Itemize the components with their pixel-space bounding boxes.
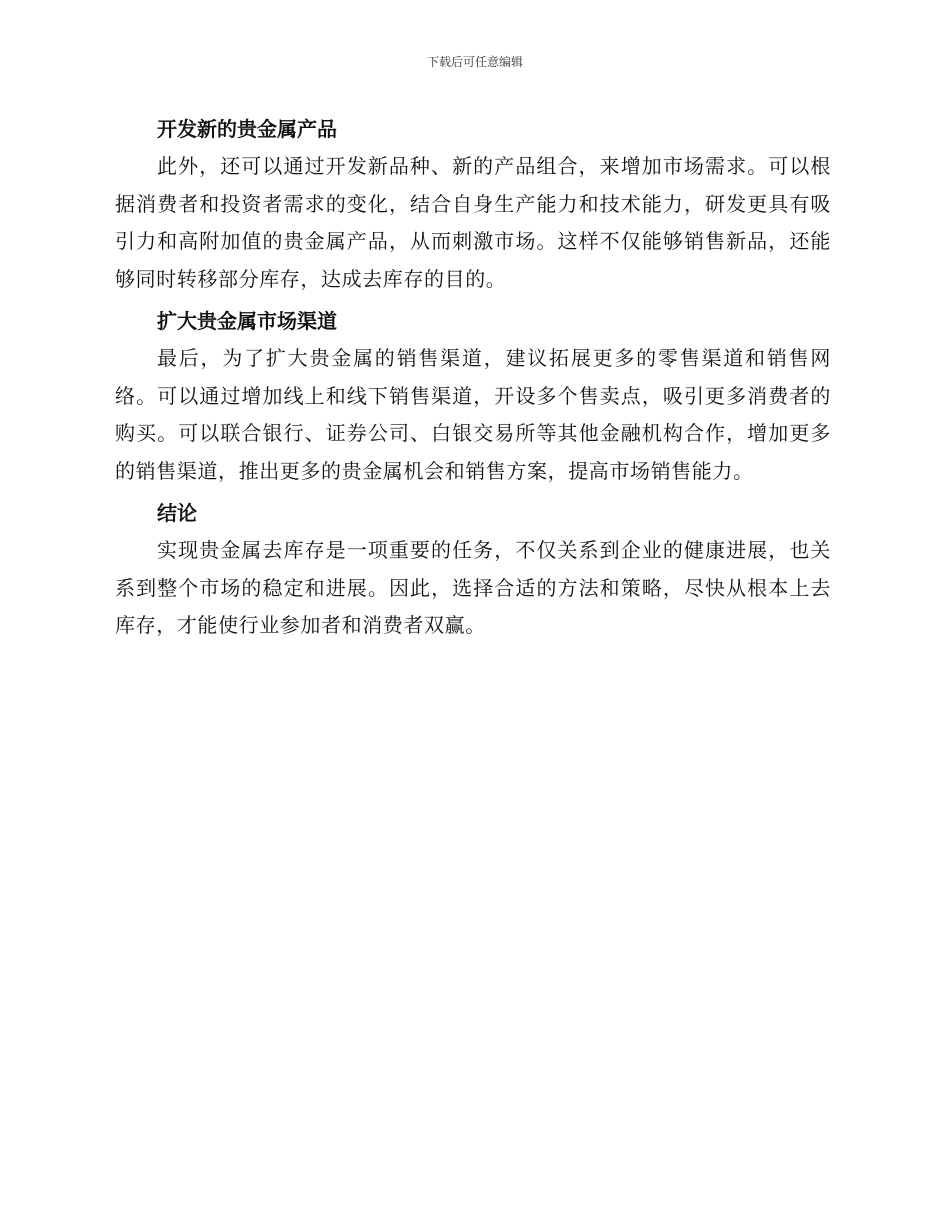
- document-body: [115, 110, 831, 649]
- section-new-products: [115, 110, 831, 298]
- section-heading: 结论: [157, 501, 197, 525]
- section-paragraph: 最后，为了扩大贵金属的销售渠道，建议拓展更多的零售渠道和销售网络。可以通过增加线上和线下销售渠道，开设多个售卖点，吸引更多消费者的购买。可以联合银行、证券公司、白银交易所等其他金融机构合作，增加更多的销售渠道，推出更多的贵金属机会和销售方案，提高市场销售能力。: [115, 346, 831, 483]
- section-conclusion: [115, 494, 831, 645]
- section-heading: 扩大贵金属市场渠道: [157, 309, 337, 333]
- section-heading: 开发新的贵金属产品: [157, 117, 337, 141]
- section-paragraph: 此外，还可以通过开发新品种、新的产品组合，来增加市场需求。可以根据消费者和投资者需求的变化，结合自身生产能力和技术能力，研发更具有吸引力和高附加值的贵金属产品，从而刺激市场。这样不仅能够销售新品，还能够同时转移部分库存，达成去库存的目的。: [115, 154, 831, 291]
- section-paragraph: 实现贵金属去库存是一项重要的任务，不仅关系到企业的健康进展，也关系到整个市场的稳定和进展。因此，选择合适的方法和策略，尽快从根本上去库存，才能使行业参加者和消费者双赢。: [115, 538, 831, 637]
- page-header: 下载后可任意编辑: [426, 55, 523, 69]
- section-market-channels: [115, 302, 831, 490]
